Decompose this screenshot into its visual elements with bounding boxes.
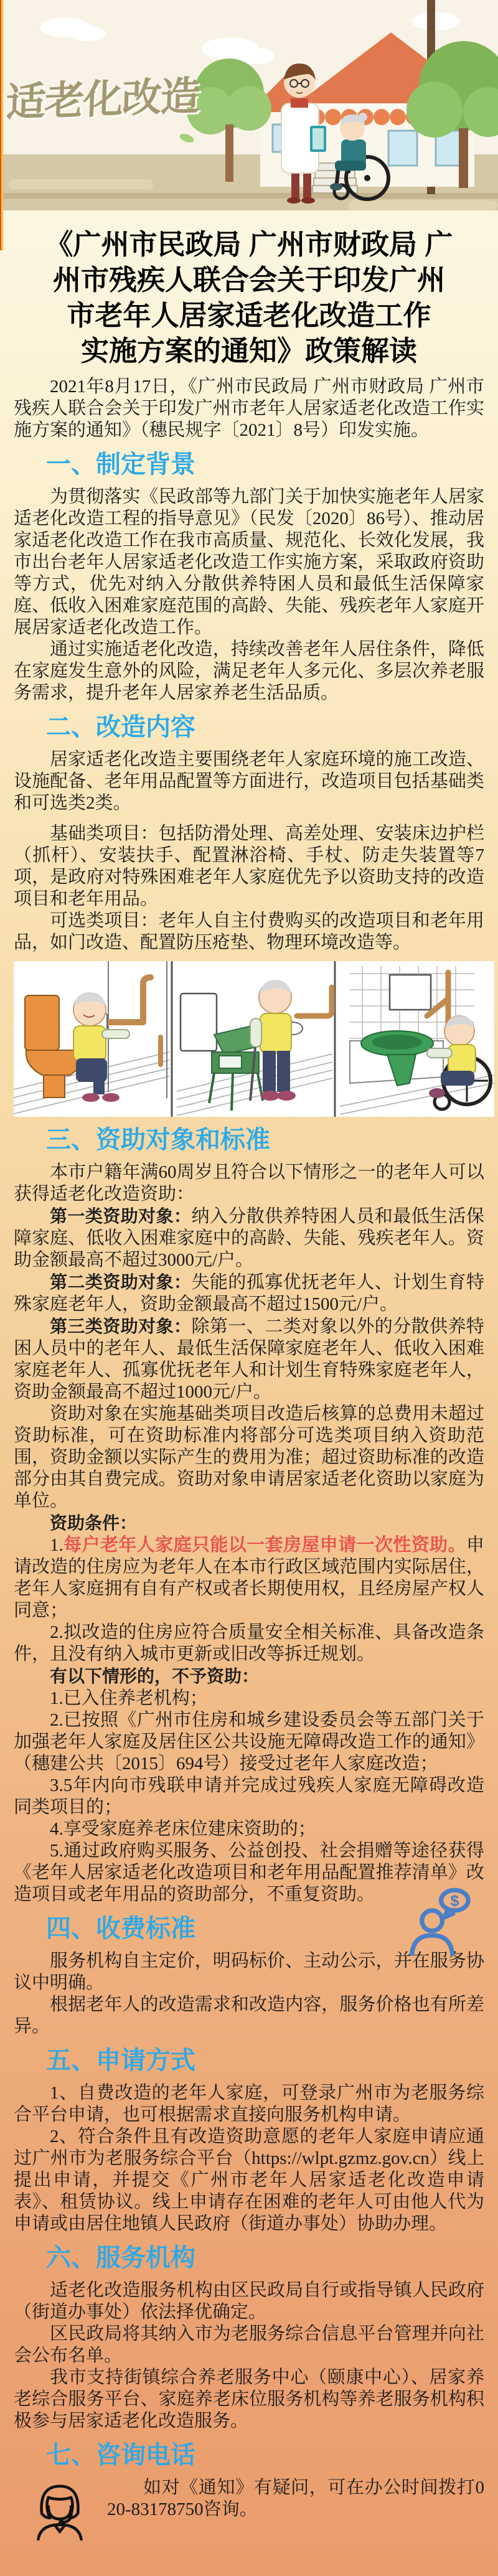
condition-1-number: 1. — [50, 1535, 63, 1555]
section-heading-renovation-content: 二、改造内容 — [46, 713, 195, 741]
hotline-row — [14, 2477, 484, 2542]
subsidy-category-1 — [14, 1205, 484, 1271]
renovation-overview-paragraph: 居家适老化改造主要围绕老年人家庭环境的施工改造、设施配备、老年用品配置等方面进行，改造项目包括基础类和可选类2类。 — [14, 750, 484, 813]
exclusion-label: 有以下情形的，不予资助： — [50, 1666, 260, 1686]
page-title-line1: 《广州市民政局 广州市财政局 广 — [45, 228, 453, 260]
section-heading-subsidy-targets: 三、资助对象和标准 — [46, 1126, 270, 1154]
bathroom-scenes-graphic — [14, 961, 494, 1117]
subsidy-conditions-label: 资助条件： — [50, 1513, 138, 1533]
subsidy-settlement-paragraph: 资助对象在实施基础类项目改造后核算的总费用未超过资助标准，可在资助标准内将部分可选类项目纳入资助范围，资助金额以实际产生的费用为准；超过资助标准的改造部分由其自费完成。资助对象申请居家适老化资助以家庭为单位。 — [14, 1404, 484, 1511]
page-title-line3: 市老年人居家适老化改造工作 — [67, 299, 431, 331]
page-title-line2: 州市残疾人联合会关于印发广州 — [52, 264, 445, 296]
exclusion-item-5: 5.通过政府购买服务、公益创投、社会捐赠等途径获得《老年人居家适老化改造项目和老年用品配置推荐清单》改造项目或老年用品的资助部分，不重复资助。 — [14, 1841, 484, 1904]
basic-items-paragraph: 基础类项目：包括防滑处理、高差处理、安装床边护栏（抓杆）、安装扶手、配置淋浴椅、手杖、防走失装置等7项，是政府对特殊困难老年人家庭优先予以资助支持的改造项目和老年用品。 — [14, 824, 484, 909]
section-heading-service-agencies: 六、服务机构 — [46, 2244, 195, 2272]
money-consult-icon — [405, 1886, 473, 1959]
condition-1-highlight: 每户老年人家庭只能以一套房屋申请一次性资助。 — [63, 1535, 466, 1555]
section-heading-hotline: 七、咨询电话 — [46, 2442, 195, 2469]
agency-paragraph-3: 我市支持街镇综合养老服务中心（颐康中心）、居家养老综合服务平台、家庭养老床位服务机构等养老服务机构积极参与居家适老化改造服务。 — [14, 2367, 484, 2431]
left-edge-stripe — [0, 0, 3, 250]
operator-headset-icon — [31, 2478, 88, 2541]
apply-paragraph-1: 1、自费改造的老年人家庭，可登录广州市为老服务综合平台申请，也可根据需求直接向服务机构申请。 — [14, 2083, 484, 2125]
hotline-paragraph: 如对《通知》有疑问，可在办公时间拨打020-83178750咨询。 — [107, 2478, 484, 2519]
subsidy-category-2 — [14, 1271, 484, 1315]
agency-paragraph-1: 适老化改造服务机构由区民政局自行或指导镇人民政府（街道办事处）依法择优确定。 — [14, 2280, 484, 2322]
subsidy-category-3 — [14, 1315, 484, 1403]
optional-items-paragraph: 可选类项目：老年人自主付费购买的改造项目和老年用品，如门改造、配置防压疮垫、物理环境改造等。 — [14, 911, 484, 952]
banner-illustration — [0, 0, 498, 210]
page-title — [0, 210, 498, 376]
condition-2: 2.拟改造的住房应符合质量安全相关标准、具备改造条件，且没有纳入城市更新或旧改等拆迁规划。 — [14, 1622, 484, 1664]
banner-slogan: 适老化改造 — [5, 73, 200, 125]
category-1-text: 纳入分散供养特困人员和最低生活保障家庭、低收入困难家庭中的高龄、失能、残疾老年人。资助金额最高不超过3000元/户。 — [14, 1206, 484, 1270]
intro-paragraph: 2021年8月17日，《广州市民政局 广州市财政局 广州市残疾人联合会关于印发广州市老年人居家适老化改造工作实施方案的通知》（穗民规字〔2021〕8号）印发实施。 — [14, 377, 484, 440]
condition-1-text: 申请改造的住房应为老年人在本市行政区域范围内实际居住，老年人家庭拥有自有产权或者长期使用权，且经房屋产权人同意； — [14, 1535, 484, 1620]
agency-paragraph-2: 区民政局将其纳入市为老服务综合信息平台管理并向社会公布名单。 — [14, 2324, 484, 2366]
category-2-label: 第二类资助对象： — [50, 1272, 192, 1292]
category-3-label: 第三类资助对象： — [50, 1317, 192, 1336]
exclusion-item-3: 3.5年内向市残联申请并完成过残疾人家庭无障碍改造同类项目的； — [14, 1775, 484, 1817]
category-3-text: 除第一、二类对象以外的分散供养特困人员中的老年人、最低生活保障家庭老年人、低收入困难家庭老年人、孤寡优抚老年人和计划生育特殊家庭老年人，资助金额最高不超过1000元/户。 — [14, 1317, 484, 1402]
exclusion-item-1: 1.已入住养老机构； — [50, 1688, 208, 1708]
fee-paragraph-1: 服务机构自主定价，明码标价、主动公示，并在服务协议中明确。 — [14, 1951, 484, 1993]
page-title-line4: 实施方案的通知》政策解读 — [80, 335, 417, 367]
exclusion-item-4: 4.享受家庭养老床位建床资助的； — [50, 1819, 316, 1839]
section-heading-apply-method: 五、申请方式 — [46, 2047, 195, 2074]
background-paragraph-1: 为贯彻落实《民政部等九部门关于加快实施老年人居家适老化改造工程的指导意见》（民发〔2020〕86号）、推动居家适老化改造工作在我市高质量、规范化、长效化发展，我市出台老年人居家适老化改造工作实施方案，采取政府资助等方式，优先对纳入分散供养特困人员和最低生活保障家庭、低收入困难家庭范围的高龄、失能、残疾老年人家庭开展居家适老化改造工作。 — [14, 487, 484, 637]
dollar-symbol: $ — [450, 1892, 459, 1910]
section-heading-background: 一、制定背景 — [46, 451, 195, 478]
background-paragraph-2: 通过实施适老化改造，持续改善老年人居住条件，降低在家庭发生意外的风险，满足老年人多元化、多层次养老服务需求，提升老年人居家养老生活品质。 — [14, 639, 484, 703]
exclusion-item-2: 2.已按照《广州市住房和城乡建设委员会等五部门关于加强老年人家庭及居住区公共设施无障碍改造工作的通知》（穗建公共〔2015〕694号）接受过老年人家庭改造； — [14, 1710, 484, 1774]
subsidy-intro-paragraph: 本市户籍年满60周岁且符合以下情形之一的老年人可以获得适老化改造资助： — [14, 1162, 484, 1204]
apply-paragraph-2: 2、符合条件且有改造资助意愿的老年人家庭申请应通过广州市为老服务综合平台（https://wlpt.gzmz.gov.cn）线上提出申请，并提交《广州市老年人居家适老化改造申请表》、租赁协议。线上申请存在困难的老年人可由他人代为申请或由居住地镇人民政府（街道办事处）协助办理。 — [14, 2127, 484, 2234]
fee-paragraph-2: 根据老年人的改造需求和改造内容，服务价格也有所差异。 — [14, 1995, 484, 2036]
bathroom-renovation-illustration — [14, 961, 494, 1117]
condition-1 — [14, 1535, 484, 1622]
category-1-label: 第一类资助对象： — [50, 1206, 192, 1226]
category-2-text: 失能的孤寡优抚老年人、计划生育特殊家庭老年人，资助金额最高不超过1500元/户。 — [14, 1272, 484, 1314]
section-heading-fee-standard: 四、收费标准 — [46, 1915, 195, 1942]
